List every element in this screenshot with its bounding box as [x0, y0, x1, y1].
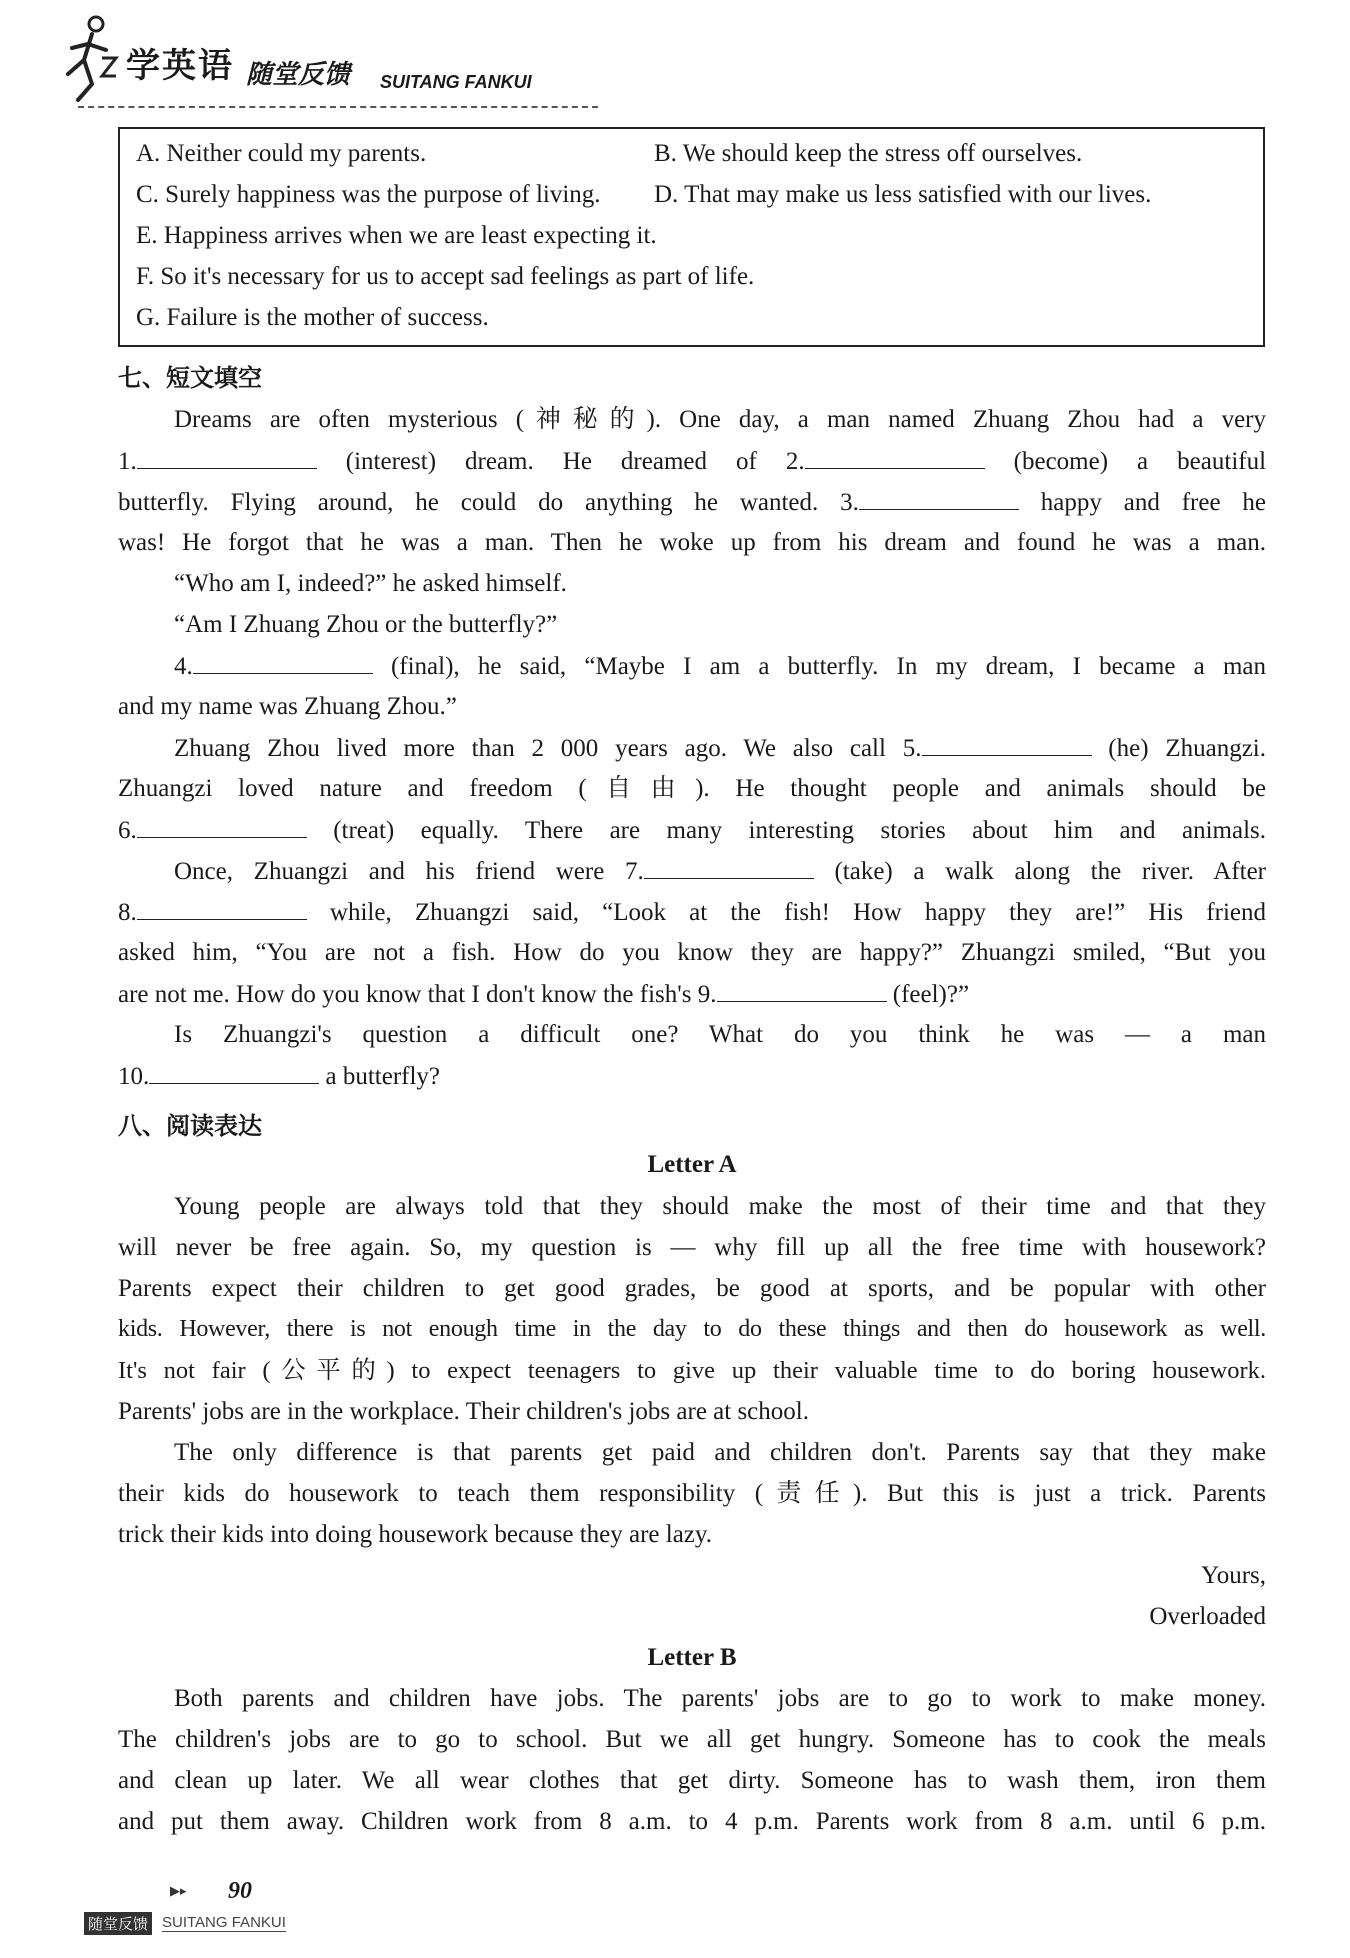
answer-blank-3[interactable] [859, 481, 1019, 510]
text-line: kids. However, there is not enough time in the day to do these things and then do housework as well. [118, 1316, 1266, 1342]
text-line: The only difference is that parents get paid and children don't. Parents say that they make [174, 1439, 1266, 1466]
text-line: Young people are always told that they should make the most of their time and that they [174, 1193, 1266, 1220]
text-line: and clean up later. We all wear clothes that get dirty. Someone has to wash them, iron them [118, 1767, 1266, 1794]
blank-number: 9. [697, 981, 717, 1008]
text-line [118, 645, 1266, 686]
page-header [58, 14, 658, 110]
blank-number: 3. [840, 489, 859, 516]
letter-a-title: Letter A [647, 1151, 737, 1178]
signature-closing: Yours, [1201, 1562, 1266, 1589]
answer-blank-5[interactable] [922, 727, 1092, 756]
letter-b-title: Letter B [647, 1644, 737, 1671]
section-title-7: 七、短文填空 [118, 364, 262, 392]
option-e: E. Happiness arrives when we are least expecting it. [136, 222, 657, 249]
text-line: Dreams are often mysterious (神秘的). One day, a man named Zhuang Zhou had a very [174, 406, 1266, 433]
text-segment: butterfly. Flying around, he could do anything he wanted. [118, 489, 819, 516]
text-line: Zhuangzi loved nature and freedom (自由). He thought people and animals should be [118, 775, 1266, 802]
option-d: D. That may make us less satisfied with our lives. [654, 181, 1152, 208]
page-number: 90 [228, 1878, 252, 1904]
text-segment: (feel)?” [892, 981, 970, 1008]
text-segment: while, Zhuangzi said, “Look at the fish! How happy they are!” His friend [329, 899, 1267, 926]
text-line [118, 850, 1266, 891]
text-segment: (take) a walk along the river. After [834, 858, 1267, 885]
text-segment: (become) a beautiful [1013, 448, 1267, 475]
blank-number: 8. [118, 899, 137, 926]
text-line: It's not fair (公平的) to expect teenagers to give up their valuable time to do boring housework. [118, 1357, 1266, 1384]
text-line: was! He forgot that he was a man. Then he woke up from his dream and found he was a man. [118, 529, 1266, 556]
text-segment: (interest) dream. He dreamed of [345, 448, 757, 475]
header-divider [78, 106, 598, 108]
options-box [118, 127, 1265, 347]
text-line: trick their kids into doing housework because they are lazy. [118, 1521, 713, 1548]
text-line: will never be free again. So, my question is — why fill up all the free time with housework? [118, 1234, 1266, 1261]
text-segment: Zhuang Zhou lived more than 2 000 years ago. We also call [174, 735, 886, 762]
blank-number: 10. [118, 1063, 150, 1090]
answer-blank-10[interactable] [149, 1055, 319, 1084]
answer-blank-9[interactable] [717, 973, 887, 1002]
option-b: B. We should keep the stress off ourselves. [654, 140, 1083, 167]
option-c: C. Surely happiness was the purpose of living. [136, 181, 601, 208]
text-line: Parents expect their children to get good grades, be good at sports, and be popular with other [118, 1275, 1266, 1302]
text-line [118, 440, 1266, 481]
section-title-8: 八、阅读表达 [118, 1112, 262, 1140]
text-line [118, 727, 1266, 768]
text-line [118, 973, 1266, 1014]
text-segment: Once, Zhuangzi and his friend were [174, 858, 605, 885]
answer-blank-4[interactable] [193, 645, 373, 674]
page-footer [80, 1870, 320, 1940]
answer-blank-1[interactable] [137, 440, 317, 469]
footer-tag-roman: SUITANG FANKUI [162, 1914, 286, 1931]
blank-number: 6. [118, 817, 137, 844]
answer-blank-6[interactable] [137, 809, 307, 838]
brand-subtitle: 随堂反馈 [246, 60, 351, 90]
answer-blank-7[interactable] [644, 850, 814, 879]
text-line [118, 891, 1266, 932]
option-f: F. So it's necessary for us to accept sad feelings as part of life. [136, 263, 755, 290]
text-line: and my name was Zhuang Zhou.” [118, 693, 457, 720]
signature-name: Overloaded [1149, 1603, 1266, 1630]
answer-blank-8[interactable] [137, 891, 307, 920]
arrow-icon: ▶▸ [170, 1884, 187, 1899]
text-segment: happy and free he [1040, 489, 1267, 516]
text-segment: a butterfly? [325, 1063, 441, 1090]
blank-number: 7. [625, 858, 644, 885]
text-line [118, 809, 1266, 850]
blank-number: 4. [174, 653, 193, 680]
text-line: The children's jobs are to go to school. But we all get hungry. Someone has to cook the meals [118, 1726, 1266, 1753]
brand-roman: SUITANG FANKUI [380, 72, 532, 92]
option-g: G. Failure is the mother of success. [136, 304, 489, 331]
footer-tag: 随堂反馈 [84, 1912, 152, 1935]
text-line: asked him, “You are not a fish. How do you know they are happy?” Zhuangzi smiled, “But you [118, 939, 1266, 966]
text-line: “Am I Zhuang Zhou or the butterfly?” [174, 611, 558, 638]
blank-number: 5. [902, 735, 922, 762]
brand-title: 学英语 [126, 46, 234, 86]
text-line [118, 481, 1266, 522]
text-line: Both parents and children have jobs. The parents' jobs are to go to work to make money. [174, 1685, 1266, 1712]
option-a: A. Neither could my parents. [136, 140, 427, 167]
answer-blank-2[interactable] [805, 440, 985, 469]
text-segment: (final), he said, “Maybe I am a butterfly. In my dream, I became a man [390, 653, 1266, 680]
text-line: Parents' jobs are in the workplace. Their children's jobs are at school. [118, 1398, 809, 1425]
running-figure-icon [58, 14, 128, 104]
text-segment: (treat) equally. There are many interesting stories about him and animals. [333, 817, 1266, 844]
text-line: and put them away. Children work from 8 a.m. to 4 p.m. Parents work from 8 a.m. until 6 p.m. [118, 1808, 1266, 1835]
text-line: their kids do housework to teach them responsibility (责任). But this is just a trick. Parents [118, 1480, 1266, 1507]
text-segment: are not me. How do you know that I don't know the fish's [118, 981, 692, 1008]
text-line: “Who am I, indeed?” he asked himself. [174, 570, 567, 597]
text-line [118, 1055, 1266, 1096]
text-line: Is Zhuangzi's question a difficult one? What do you think he was — a man [174, 1021, 1266, 1048]
text-segment: (he) Zhuangzi. [1108, 735, 1266, 762]
blank-number: 1. [118, 448, 137, 475]
blank-number: 2. [785, 448, 805, 475]
